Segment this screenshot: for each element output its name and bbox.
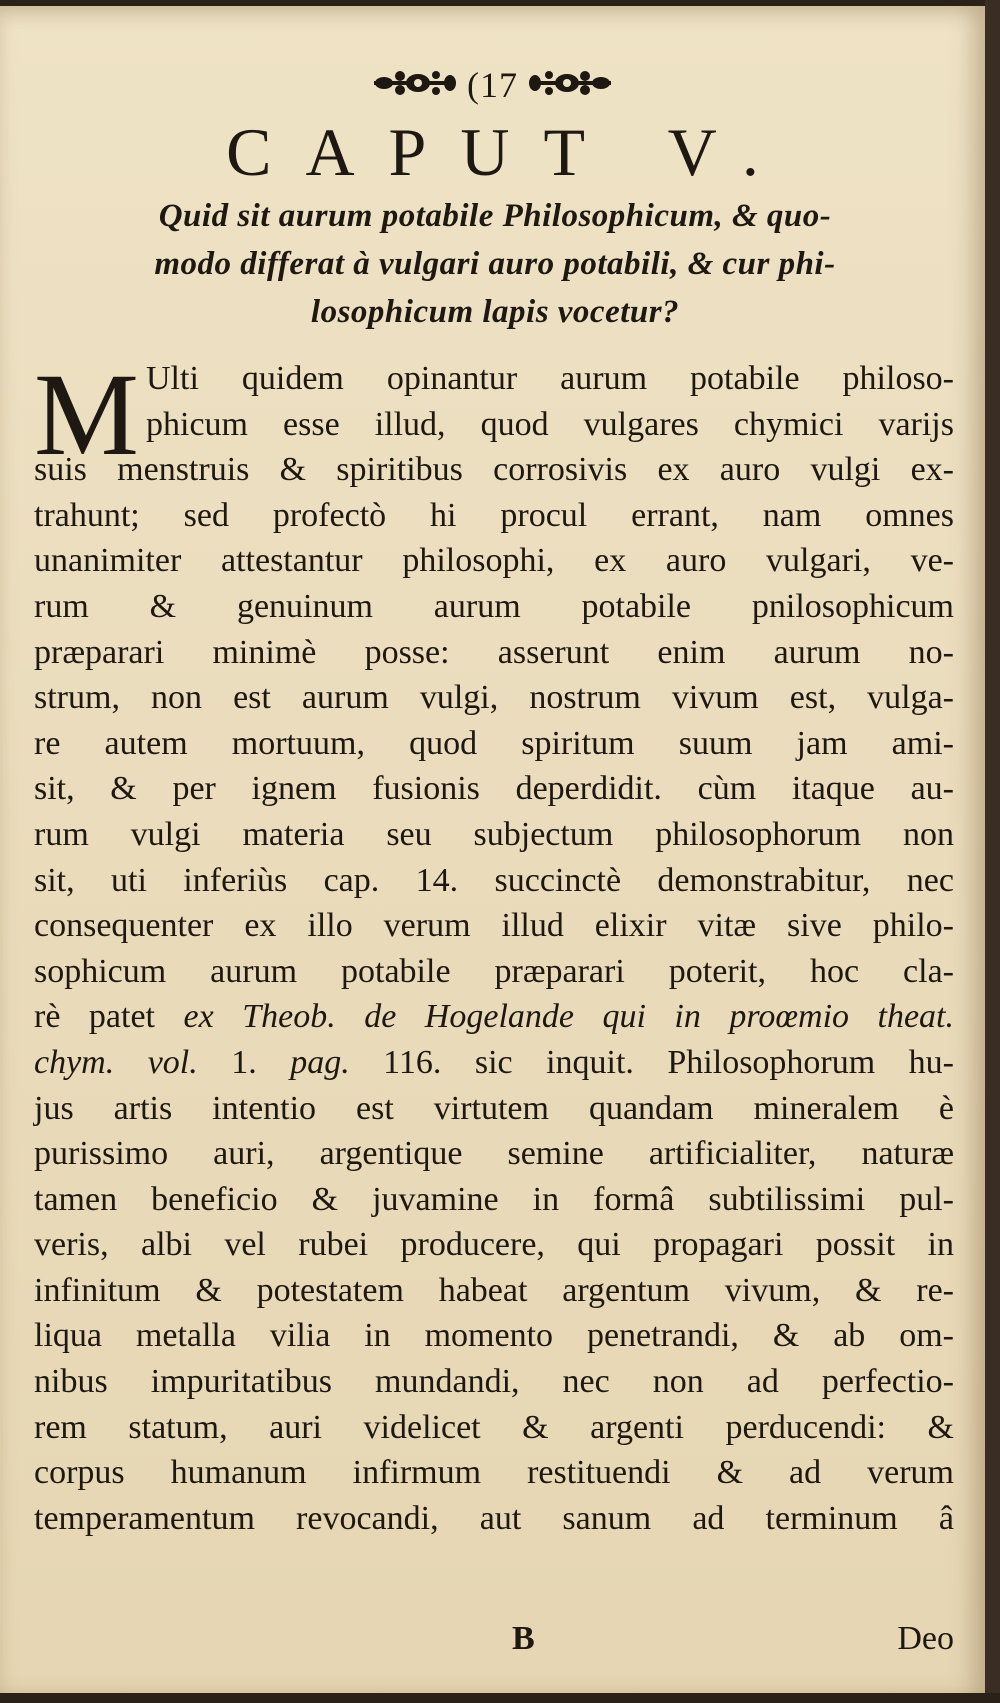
drop-cap: M [34,349,139,480]
text-line: jus artis intentio est virtutem quandam mineralem è [34,1089,954,1127]
text-line: rum & genuinum aurum potabile pnilosophicum [34,587,954,625]
text-line: rum vulgi materia seu subjectum philosophorum non [34,815,954,853]
text-line: suis menstruis & spiritibus corrosivis ex auro vulgi ex- [34,451,954,489]
text-line: strum, non est aurum vulgi, nostrum vivum est, vulga- [34,679,954,717]
subtitle-line: Quid sit aurum potabile Philosophicum, & quo- [158,198,832,234]
subtitle-line: modo differat à vulgari auro potabili, & cur phi- [154,246,836,282]
subtitle-line: losophicum lapis vocetur? [310,294,680,330]
text-line: veris, albi vel rubei producere, qui propagari possit in [34,1226,954,1264]
text-line: sophicum aurum potabile præparari poterit, hoc cla- [34,952,954,990]
text-line [34,994,954,1040]
text-line: infinitum & potestatem habeat argentum vivum, & re- [34,1271,954,1309]
page-header [0,64,985,108]
text-line: corpus humanum infirmum restituendi & ad verum [34,1454,954,1492]
body-text [34,349,955,1541]
text-line: nibus impuritatibus mundandi, nec non ad perfectio- [34,1363,954,1401]
floral-ornament-icon [370,64,458,106]
chapter-subtitle [36,192,954,336]
text-line: consequenter ex illo verum illud elixir vitæ sive philo- [34,907,954,945]
text-italic-citation: pag. [290,1043,350,1081]
text-line: temperamentum revocandi, aut sanum ad terminum â [34,1499,954,1537]
text-roman: rè patet [34,998,155,1036]
chapter-title: CAPUT V. [226,114,793,190]
text-line: purissimo auri, argentique semine artificialiter, naturæ [34,1135,954,1173]
text-line: rem statum, auri videlicet & argenti perducendi: & [34,1408,954,1446]
text-line [34,1040,954,1086]
text-line: unanimiter attestantur philosophi, ex auro vulgari, ve- [34,542,954,580]
book-spine-edge [985,0,1000,1703]
text-line: præparari minimè posse: asserunt enim aurum no- [34,633,954,671]
signature-mark: B [512,1620,535,1657]
text-roman: 1. [231,1043,257,1081]
text-roman: 116. sic inquit. Philosophorum hu- [383,1043,954,1081]
text-italic-citation: ex Theob. de Hogelande qui in proœmio theat. [183,998,955,1036]
text-line: trahunt; sed profectò hi procul errant, nam omnes [34,496,954,534]
text-italic-citation: chym. vol. [34,1043,198,1081]
catchword: Deo [897,1620,954,1657]
book-page [0,6,985,1696]
text-line: tamen beneficio & juvamine in formâ subtilissimi pul- [34,1180,954,1218]
page-number: (17 [467,65,518,105]
text-line: re autem mortuum, quod spiritum suum jam ami- [34,724,954,762]
text-line: phicum esse illud, quod vulgares chymici varijs [146,405,954,443]
page-bottom-edge [0,1693,1000,1703]
text-line: liqua metalla vilia in momento penetrandi, & ab om- [34,1317,954,1355]
text-line: sit, uti inferiùs cap. 14. succinctè demonstrabitur, nec [34,861,954,899]
text-line: Ulti quidem opinantur aurum potabile philoso- [146,360,954,397]
page-footer [34,1620,954,1666]
floral-ornament-icon [527,64,615,106]
text-line: sit, & per ignem fusionis deperdidit. cùm itaque au- [34,770,954,808]
